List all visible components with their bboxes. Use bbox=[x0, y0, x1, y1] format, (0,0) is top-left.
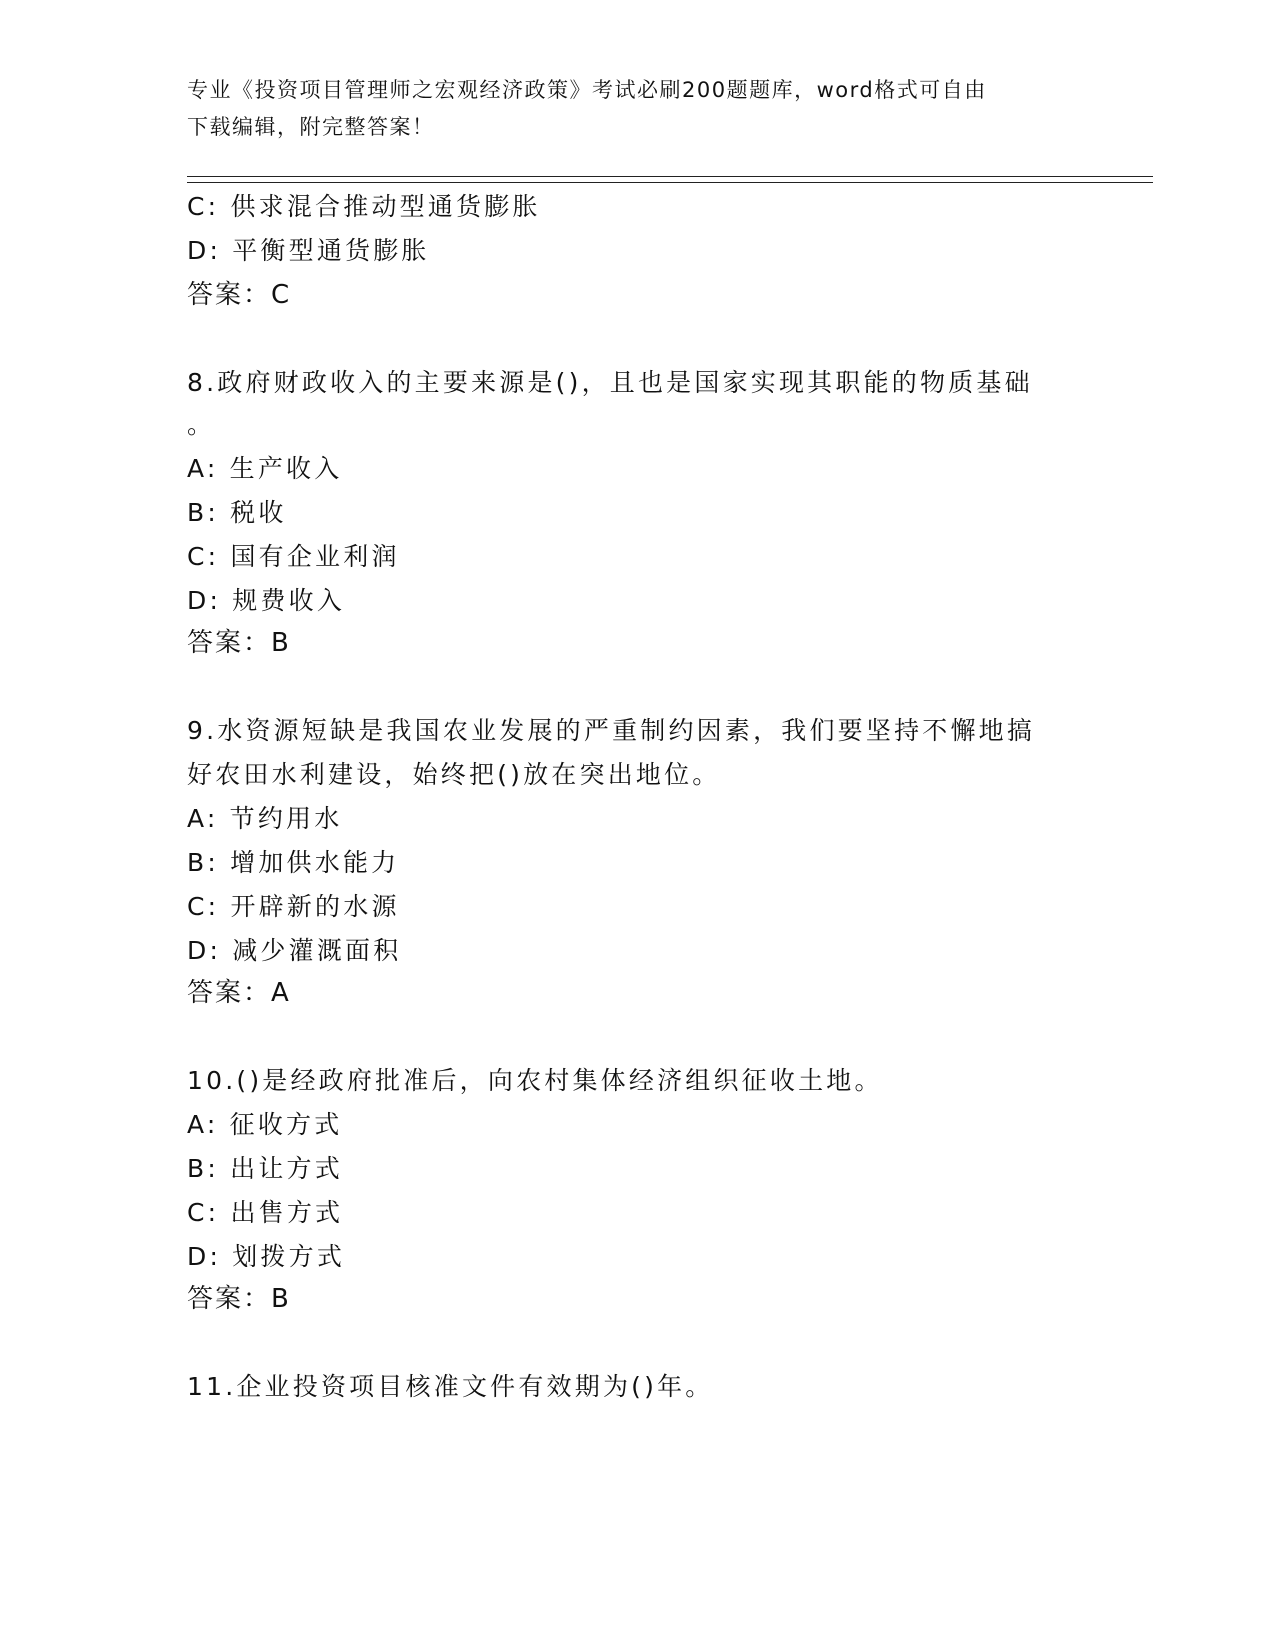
option-text: 划拨方式 bbox=[232, 1242, 346, 1271]
answer-value: C bbox=[271, 280, 291, 310]
option-text: 增加供水能力 bbox=[230, 848, 400, 877]
option-line bbox=[187, 804, 342, 834]
option-text: 减少灌溉面积 bbox=[232, 936, 402, 965]
option-text: 开辟新的水源 bbox=[230, 892, 400, 921]
question-stem-line: ()是经政府批准后，向农村集体经济组织征收土地。 bbox=[236, 1066, 883, 1095]
option-line bbox=[187, 236, 430, 266]
option-line bbox=[187, 1110, 342, 1140]
option-letter: D: bbox=[187, 1242, 222, 1271]
option-line bbox=[187, 1198, 343, 1228]
option-letter: C: bbox=[187, 892, 220, 921]
option-line bbox=[187, 192, 541, 222]
question-stem bbox=[187, 368, 1033, 398]
option-text: 规费收入 bbox=[232, 586, 346, 615]
option-letter: A: bbox=[187, 454, 219, 483]
option-text: 税收 bbox=[230, 498, 287, 527]
option-line bbox=[187, 1242, 345, 1272]
answer-label: 答案： bbox=[187, 1284, 272, 1314]
option-text: 供求混合推动型通货膨胀 bbox=[230, 192, 541, 221]
answer-value: B bbox=[271, 628, 290, 658]
option-letter: D: bbox=[187, 236, 222, 265]
option-line bbox=[187, 542, 400, 572]
option-letter: B: bbox=[187, 848, 219, 877]
question-stem bbox=[187, 1372, 713, 1402]
answer-line bbox=[187, 280, 290, 310]
option-letter: C: bbox=[187, 542, 220, 571]
option-text: 节约用水 bbox=[229, 804, 343, 833]
question-number: 10. bbox=[187, 1066, 237, 1095]
answer-label: 答案： bbox=[187, 628, 272, 658]
question-stem-continuation bbox=[187, 410, 215, 440]
header-divider-bottom bbox=[187, 182, 1153, 183]
answer-value: B bbox=[271, 1284, 290, 1314]
option-line bbox=[187, 936, 401, 966]
option-text: 征收方式 bbox=[229, 1110, 343, 1139]
question-stem-line: 企业投资项目核准文件有效期为()年。 bbox=[236, 1372, 714, 1401]
answer-value: A bbox=[271, 978, 290, 1008]
option-letter: C: bbox=[187, 1198, 220, 1227]
question-stem bbox=[187, 1066, 883, 1096]
answer-label: 答案： bbox=[187, 280, 272, 310]
option-line bbox=[187, 848, 399, 878]
option-text: 出售方式 bbox=[230, 1198, 344, 1227]
question-stem-continuation bbox=[187, 760, 721, 790]
option-line bbox=[187, 454, 342, 484]
option-letter: C: bbox=[187, 192, 220, 221]
answer-label: 答案： bbox=[187, 978, 272, 1008]
option-letter: D: bbox=[187, 936, 222, 965]
option-line bbox=[187, 498, 287, 528]
question-stem-line: 。 bbox=[187, 410, 216, 439]
header-divider-top bbox=[187, 176, 1153, 177]
answer-line bbox=[187, 978, 290, 1008]
option-text: 生产收入 bbox=[229, 454, 343, 483]
question-stem-line: 政府财政收入的主要来源是()，且也是国家实现其职能的物质基础 bbox=[217, 368, 1033, 397]
option-text: 平衡型通货膨胀 bbox=[232, 236, 430, 265]
question-stem-line: 好农田水利建设，始终把()放在突出地位。 bbox=[187, 760, 721, 789]
option-letter: B: bbox=[187, 498, 219, 527]
option-line bbox=[187, 892, 400, 922]
header-line-1: 专业《投资项目管理师之宏观经济政策》考试必刷200题题库，word格式可自由 bbox=[187, 78, 987, 102]
question-stem-line: 水资源短缺是我国农业发展的严重制约因素，我们要坚持不懈地搞 bbox=[217, 716, 1036, 745]
header-line-2: 下载编辑，附完整答案！ bbox=[187, 115, 435, 139]
option-text: 国有企业利润 bbox=[230, 542, 400, 571]
document-header bbox=[187, 72, 1067, 146]
option-letter: D: bbox=[187, 586, 222, 615]
option-letter: A: bbox=[187, 804, 219, 833]
question-number: 9. bbox=[187, 716, 218, 745]
option-letter: B: bbox=[187, 1154, 219, 1183]
question-number: 8. bbox=[187, 368, 218, 397]
option-letter: A: bbox=[187, 1110, 219, 1139]
option-text: 出让方式 bbox=[230, 1154, 343, 1183]
question-number: 11. bbox=[187, 1372, 237, 1401]
answer-line bbox=[187, 628, 290, 658]
answer-line bbox=[187, 1284, 290, 1314]
question-stem bbox=[187, 716, 1035, 746]
option-line bbox=[187, 1154, 343, 1184]
option-line bbox=[187, 586, 345, 616]
